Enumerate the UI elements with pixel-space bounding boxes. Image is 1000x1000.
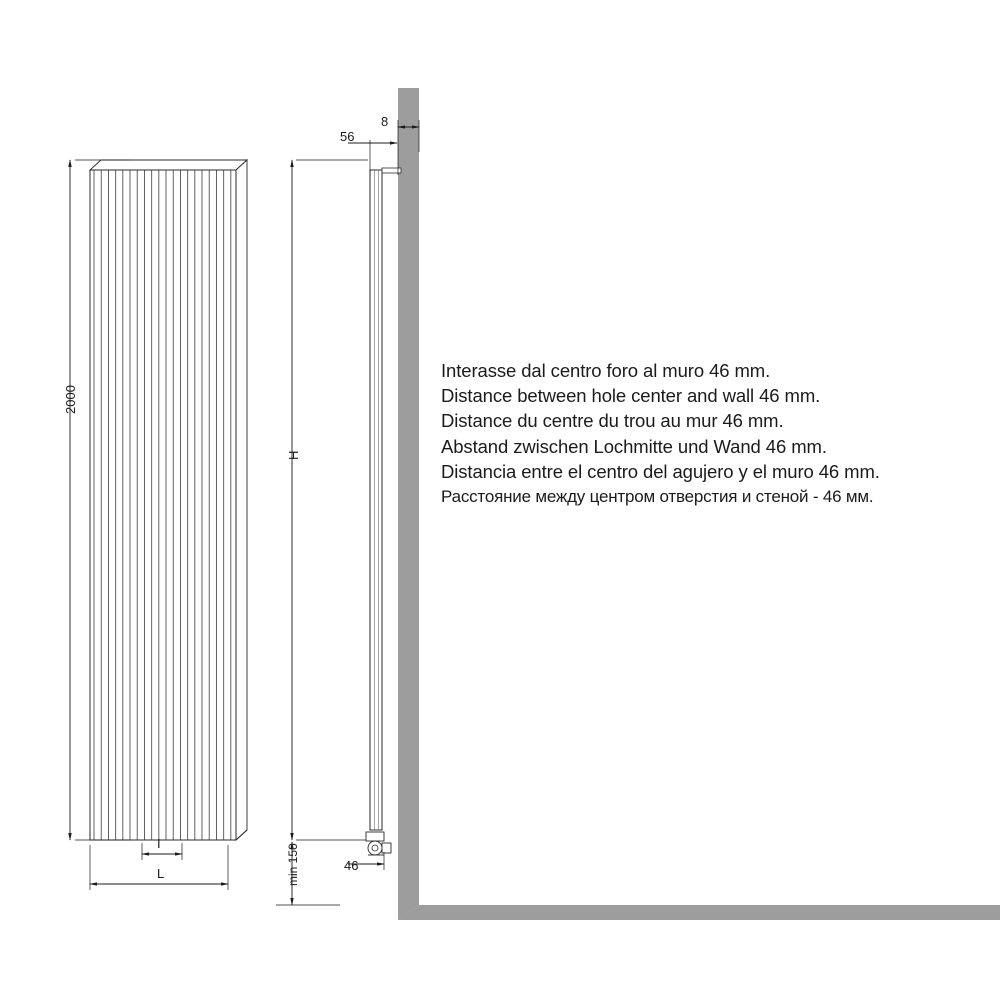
depth-label: 56 [340,129,355,144]
hole-center-label: 46 [344,858,359,873]
side-height-dimension [292,160,368,840]
note-line-de: Abstand zwischen Lochmitte und Wand 46 mm. [441,435,827,457]
side-height-label: H [286,450,301,460]
note-line-es: Distancia entre el centro del agujero y el muro 46 mm. [441,460,880,482]
note-line-en: Distance between hole center and wall 46 mm. [441,385,821,407]
front-width-label: L [157,866,165,881]
front-height-label: 2000 [63,385,78,414]
wall-thickness-label: 8 [381,114,389,129]
floor-clearance-label: min 150 [286,843,300,886]
notes-block [441,358,981,509]
front-element-dimension [142,843,182,860]
front-view-body [90,160,247,840]
side-view-body [366,168,401,855]
note-line-it: Interasse dal centro foro al muro 46 mm. [441,360,771,381]
note-line-ru: Расстояние между центром отверстия и стеной - 46 мм. [441,487,874,507]
front-element-label: I [157,836,161,851]
note-line-fr: Distance du centre du trou au mur 46 mm. [441,410,784,432]
valve-fitting [366,832,391,855]
